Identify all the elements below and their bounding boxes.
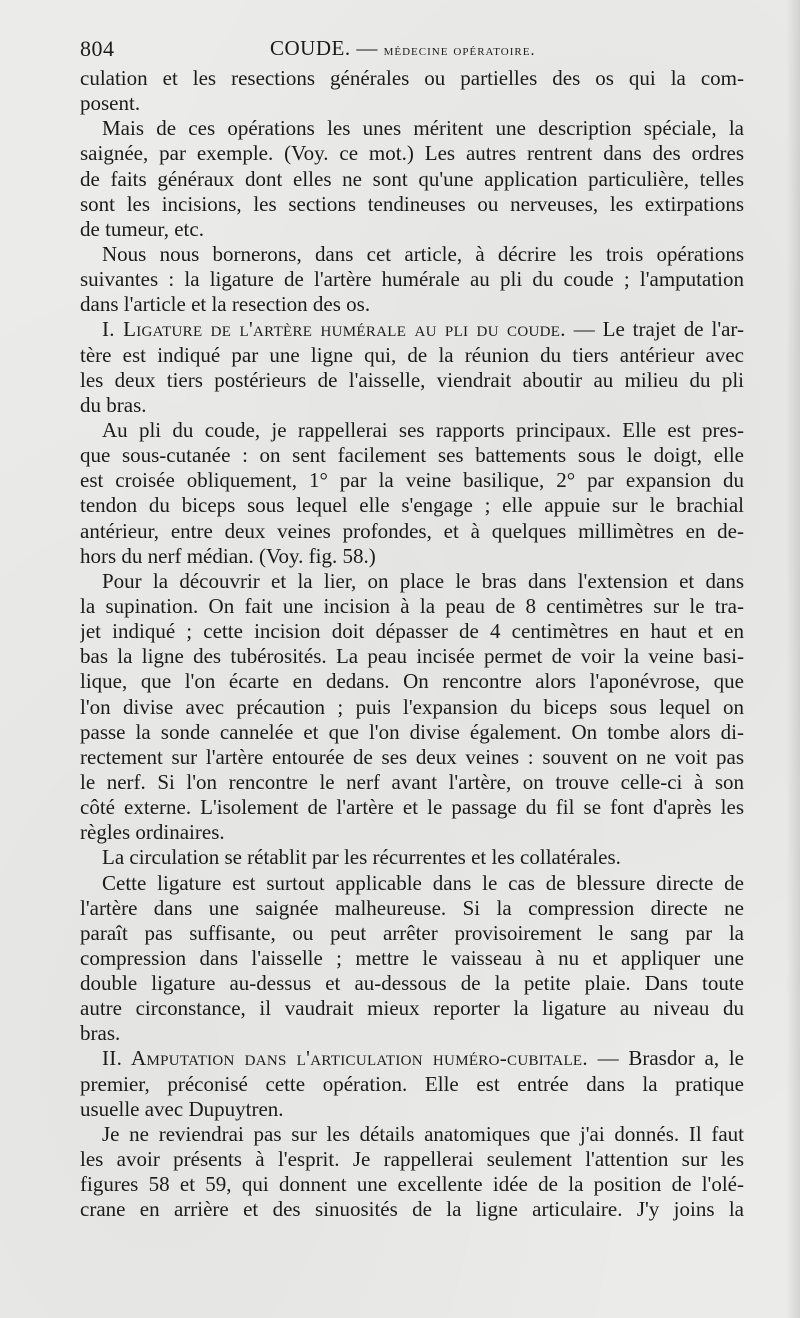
text-line: rectement sur l'artère entourée de ses deux veines : souvent on ne voit pas [80,744,744,769]
text-line: crane en arrière et des sinuosités de la ligne articulaire. J'y joins la [80,1197,744,1222]
text-line: compression dans l'aisselle ; mettre le vaisseau à nu et appliquer une [80,945,744,970]
running-header [80,36,744,64]
running-title-dash: — [350,36,384,60]
paragraph [80,66,744,116]
text-line: Cette ligature est surtout applicable dans le cas de blessure directe de [102,870,744,895]
text-line: Pour la découvrir et la lier, on place le bras dans l'extension et dans [102,568,744,593]
text-line: suivantes : la ligature de l'artère humérale au pli du coude ; l'amputation [80,267,744,292]
text-line: Mais de ces opérations les unes méritent une description spéciale, la [102,116,744,141]
text-line: règles ordinaires. [80,820,225,845]
text-line: paraît pas suffisante, ou peut arrêter provisoirement le sang par la [80,920,744,945]
paragraph [80,569,744,846]
paragraph [80,418,744,569]
section-heading: I. Ligature de l'artère humérale au pli du coude. [102,317,566,342]
text-line: culation et les resections générales ou partielles des os qui la com- [80,66,744,90]
section-ligature [80,317,744,418]
text-run: — Le trajet de l'ar- [565,317,744,342]
text-line: bas la ligne des tubérosités. La peau incisée permet de voir la veine basi- [80,644,744,669]
text-line: hors du nerf médian. (Voy. fig. 58.) [80,543,376,568]
text-line: la supination. On fait une incision à la peau de 8 centimètres sur le tra- [80,593,744,618]
text-line: dans l'article et la resection des os. [80,292,371,317]
text-line: posent. [80,91,141,116]
text-line: le nerf. Si l'on rencontre le nerf avant l'artère, on trouve celle-ci à son [80,769,744,794]
text-line: Je ne reviendrai pas sur les détails anatomiques que j'ai donnés. Il faut [102,1121,744,1146]
text-line: est croisée obliquement, 1° par la veine basilique, 2° par expansion du [80,468,744,493]
text-line: premier, préconisé cette opération. Elle est entrée dans la pratique [80,1071,744,1096]
text-line: du bras. [80,392,147,417]
text-line: figures 58 et 59, qui donnent une excellente idée de la position de l'olé- [80,1172,744,1197]
page-edge-shadow [786,0,800,1318]
text-line: usuelle avec Dupuytren. [80,1096,284,1121]
text-line [80,317,744,342]
text-line: tendon du biceps sous lequel elle s'engage ; elle appuie sur le brachial [80,493,744,518]
page-number: 804 [80,36,115,61]
text-line: les avoir présents à l'esprit. Je rappellerai seulement l'attention sur les [80,1147,744,1172]
text-line: bras. [80,1021,121,1046]
paragraph [80,242,744,317]
text-line: lique, que l'on écarte en dedans. On rencontre alors l'aponévrose, que [80,669,744,694]
text-line [80,1046,744,1071]
text-run: — Brasdor a, le [587,1046,744,1071]
text-line: autre circonstance, il vaudrait mieux reporter la ligature au niveau du [80,996,744,1021]
section-amputation [80,1046,744,1121]
text-line: double ligature au-dessus et au-dessous de la petite plaie. Dans toute [80,971,744,996]
text-line: les deux tiers postérieurs de l'aisselle, viendrait aboutir au milieu du pli [80,367,744,392]
text-line: Au pli du coude, je rappellerai ses rapports principaux. Elle est pres- [102,417,744,442]
paragraph [80,871,744,1047]
text-line: que sous-cutanée : on sent facilement ses battements sous le doigt, elle [80,443,744,468]
section-heading: II. Amputation dans l'articulation huméro-cubitale. [102,1046,588,1071]
text-line: l'on divise avec précaution ; puis l'expansion du biceps sous lequel on [80,694,744,719]
running-title [270,36,535,61]
text-line: sont les incisions, les sections tendineuses ou nerveuses, les extirpations [80,191,744,216]
paragraph [80,116,744,242]
text-line: saignée, par exemple. (Voy. ce mot.) Les autres rentrent dans des ordres [80,141,744,166]
text-line: l'artère dans une saignée malheureuse. Si la compression directe ne [80,895,744,920]
text-line: Nous nous bornerons, dans cet article, à décrire les trois opérations [102,241,744,266]
text-line: de tumeur, etc. [80,216,204,241]
text-line: passe la sonde cannelée et que l'on divise également. On tombe alors di- [80,719,744,744]
running-title-sub: médecine opératoire. [383,42,536,59]
text-line: La circulation se rétablit par les récurrentes et les collatérales. [102,845,621,870]
paragraph [80,845,744,870]
text-line: tère est indiqué par une ligne qui, de la réunion du tiers antérieur avec [80,342,744,367]
body-text [80,66,744,1222]
text-line: jet indiqué ; cette incision doit dépasser de 4 centimètres en haut et en [80,619,744,644]
paragraph [80,1122,744,1223]
running-title-main: COUDE. [270,36,351,60]
text-line: antérieur, entre deux veines profondes, et à quelques millimètres en de- [80,518,744,543]
text-line: de faits généraux dont elles ne sont qu'une application particulière, telles [80,166,744,191]
text-line: côté externe. L'isolement de l'artère et le passage du fil se font d'après les [80,795,744,820]
